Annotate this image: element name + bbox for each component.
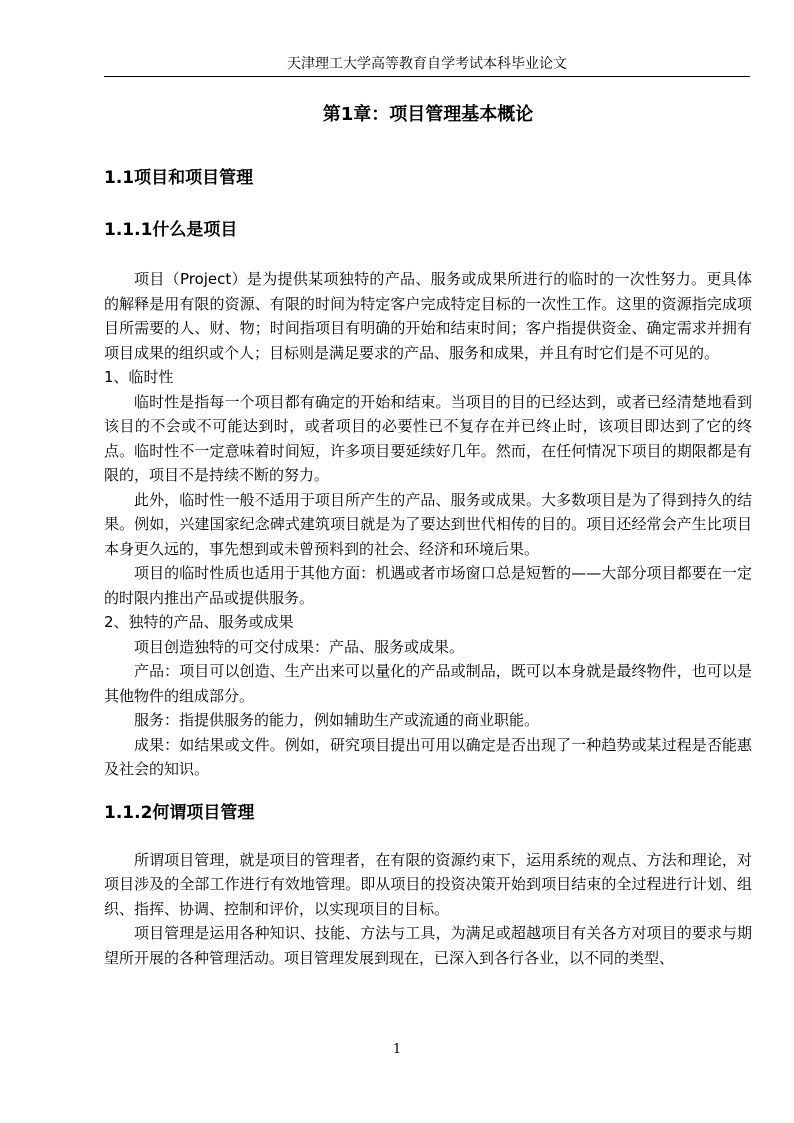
- section-heading-1-1-1: 1.1.1什么是项目: [104, 220, 238, 240]
- paragraph-pm-application: 项目管理是运用各种知识、技能、方法与工具，为满足或超越项目有关各方对项目的要求与期望所开展的各种管理活动。项目管理发展到现在，已深入到各行各业，以不同的类型、: [104, 924, 752, 967]
- paragraph-result: 成果：如结果或文件。例如，研究项目提出可用以确定是否出现了一种趋势或某过程是否能惠及社会的知识。: [104, 735, 752, 778]
- chapter-title: 第1章：项目管理基本概论: [322, 104, 534, 125]
- list-heading-temporary: 1、临时性: [104, 368, 174, 386]
- page-header: 天津理工大学高等教育自学考试本科毕业论文: [104, 54, 750, 77]
- page-number: 1: [392, 1042, 402, 1057]
- paragraph-project-definition: 项目（Project）是为提供某项独特的产品、服务或成果所进行的临时的一次性努力。更具体的解释是用有限的资源、有限的时间为特定客户完成特定目标的一次性工作。这里的资源指完成项目所需要的人、财、物；时间指项目有明确的开始和结束时间；客户指提供资金、确定需求并拥有项目成果的组织或个人；目标则是满足要求的产品、服务和成果，并且有时它们是不可见的。: [104, 270, 752, 362]
- list-heading-unique: 2、独特的产品、服务或成果: [104, 613, 294, 631]
- paragraph-unique-deliverables: 项目创造独特的可交付成果：产品、服务或成果。: [134, 637, 465, 656]
- paragraph-product: 产品：项目可以创造、生产出来可以量化的产品或制品，既可以本身就是最终物件，也可以是其他物件的组成部分。: [104, 662, 752, 705]
- paragraph-temporary-other: 项目的临时性质也适用于其他方面：机遇或者市场窗口总是短暂的——大部分项目都要在一定的时限内推出产品或提供服务。: [104, 564, 752, 607]
- section-heading-1-1: 1.1项目和项目管理: [104, 168, 254, 188]
- page-content: [104, 98, 752, 970]
- paragraph-temporary-products: 此外，临时性一般不适用于项目所产生的产品、服务或成果。大多数项目是为了得到持久的结果。例如，兴建国家纪念碑式建筑项目就是为了要达到世代相传的目的。项目还经常会产生比项目本身更久远的，事先想到或未曾预料到的社会、经济和环境后果。: [104, 490, 752, 558]
- paragraph-pm-definition: 所谓项目管理，就是项目的管理者，在有限的资源约束下，运用系统的观点、方法和理论，对项目涉及的全部工作进行有效地管理。即从项目的投资决策开始到项目结束的全过程进行计划、组织、指挥、协调、控制和评价，以实现项目的目标。: [104, 850, 752, 918]
- paragraph-service: 服务：指提供服务的能力，例如辅助生产或流通的商业职能。: [134, 711, 540, 729]
- paragraph-temporary: 临时性是指每一个项目都有确定的开始和结束。当项目的目的已经达到，或者已经清楚地看到该目的不会或不可能达到时，或者项目的必要性已不复存在并已终止时，该项目即达到了它的终点。临时性不一定意味着时间短，许多项目要延续好几年。然而，在任何情况下项目的期限都是有限的，项目不是持续不断的努力。: [104, 392, 752, 484]
- section-heading-1-1-2: 1.1.2何谓项目管理: [104, 802, 255, 823]
